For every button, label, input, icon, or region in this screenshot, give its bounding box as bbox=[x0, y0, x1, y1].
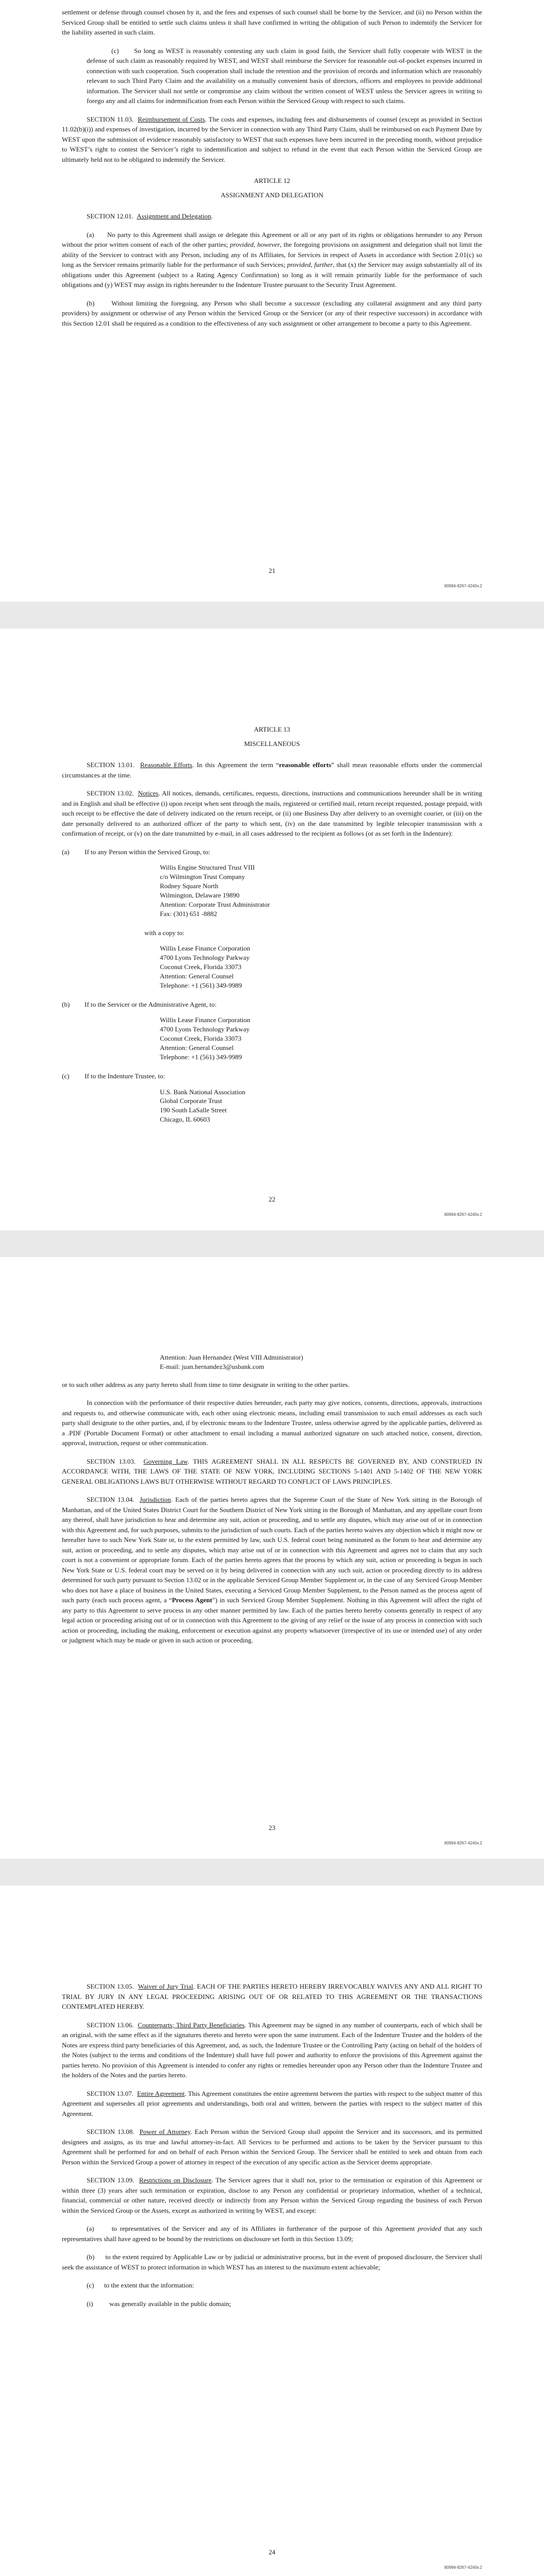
clause-label: (b) bbox=[87, 2253, 95, 2261]
page-number: 23 bbox=[269, 1824, 275, 1832]
clause-label: (b) bbox=[62, 1000, 70, 1008]
page-number: 22 bbox=[269, 1195, 275, 1203]
section-text: . Each Person within the Serviced Group shall appoint the Servicer and its successors, and its permitted designees and assigns, as its true and lawful attorney-in-fact. All Services to be performed and actions to be taken by the Servicer pursuant to this Agreement shall be performed for and on behalf of each Person within the Serviced Group. The Servicer shall be entitled to seek and obtain from each Person within the Serviced Group a power of attorney in respect of the execution of any specific action as the Servicer deems appropriate. bbox=[62, 2128, 482, 2166]
section-title: Jurisdiction bbox=[139, 1496, 171, 1504]
section-number: SECTION 13.05. bbox=[87, 1982, 134, 1990]
page-gap bbox=[0, 1859, 544, 1886]
clause-text: If to any Person within the Serviced Group, to: bbox=[85, 848, 210, 856]
provided-however: provided, however bbox=[230, 241, 280, 248]
section-title: Notices bbox=[138, 789, 159, 797]
paragraph-continuation: settlement or defense through counsel chosen by it, and the fees and expenses of such counsel shall be borne by the Servicer, and (ii) no Person within the Serviced Group shall be entitled to settle such claims unless it shall have confirmed in writing the obligation of such Person to indemnify the Servicer for the liability asserted in such claim. bbox=[62, 8, 482, 36]
section-title: Restrictions on Disclosure bbox=[139, 2176, 212, 2184]
article-title: ASSIGNMENT AND DELEGATION bbox=[220, 191, 324, 199]
section-12-01: SECTION 12.01. Assignment and Delegation. bbox=[87, 212, 213, 220]
clause-b bbox=[62, 298, 482, 329]
address-block-serviced-group: Willis Engine Structured Trust VIII c/o Wilmington Trust Company Rodney Square North Wilmington, Delaware 19890 Attention: Corporate Trust Administrator Fax: (301) 651 -8882 bbox=[160, 863, 270, 918]
clause-label: (c) bbox=[62, 1072, 70, 1080]
clause-label: (c) bbox=[87, 2281, 94, 2289]
document-id: 80994-8267-4240v.2 bbox=[444, 2565, 482, 2570]
document-id: 80994-8267-4240v.2 bbox=[444, 1212, 482, 1217]
notice-clause-a bbox=[62, 847, 482, 857]
document-page-24 bbox=[0, 1886, 544, 2576]
defined-term: reasonable efforts bbox=[279, 761, 332, 769]
clause-c bbox=[62, 46, 482, 106]
section-text: . EACH OF THE PARTIES HERETO HEREBY IRREVOCABLY WAIVES ANY AND ALL RIGHT TO TRIAL BY JURY IN ANY LEGAL PROCEEDING ARISING OUT OF OR RELATED TO THIS AGREEMENT OR THE TRANSACTIONS CONTEMPLATED HEREBY. bbox=[62, 1982, 483, 2010]
notice-clause-b bbox=[62, 999, 482, 1010]
electronic-communications-paragraph: In connection with the performance of their respective duties hereunder, each party may give notices, consents, directions, approvals, instructions and requests to, and otherwise communicate with, each other using electronic means, including email transmission to such email addresses as each such party shall designate to the other parties, and, if by electronic means to the Indenture Trustee, unless otherwise agreed by the applicable parties, delivered as a .PDF (Portable Document Format) or other attachment to email including a manual authorized signature on such attached notice, consent, direction, approval, instruction, request or other communication. bbox=[62, 1399, 482, 1447]
section-number: SECTION 13.03. bbox=[87, 1457, 136, 1465]
provided-term: provided bbox=[418, 2225, 441, 2232]
clause-label: (a) bbox=[87, 2225, 94, 2232]
section-13-07 bbox=[62, 2089, 482, 2119]
section-13-08 bbox=[62, 2127, 482, 2167]
section-13-02 bbox=[62, 788, 482, 839]
section-13-05 bbox=[62, 1981, 482, 2012]
paragraph-continuation: or to such other address as any party hereto shall from time to time designate in writing to the other parties. bbox=[62, 1380, 350, 1388]
defined-term: Process Agent bbox=[172, 1596, 212, 1604]
clause-text: , the foregoing provisions on assignment and delegation shall not limit the ability of the Servicer to contract with any Person, including any of its Affiliates, for Services in respect of Assets in accordance with Section 2.01(c) so long as the Servicer remains primarily liable for the performance of such Services; bbox=[62, 241, 483, 268]
copy-label: with a copy to: bbox=[144, 928, 185, 937]
page-number: 24 bbox=[269, 2548, 275, 2556]
disclosure-clause-a bbox=[62, 2224, 482, 2244]
section-title: Assignment and Delegation bbox=[137, 212, 211, 220]
article-heading: ARTICLE 13 bbox=[254, 725, 290, 733]
article-heading: ARTICLE 12 bbox=[254, 177, 290, 184]
clause-text: If to the Indenture Trustee, to: bbox=[85, 1072, 165, 1080]
clause-text: was generally available in the public domain; bbox=[109, 2299, 232, 2308]
section-11-03 bbox=[62, 114, 482, 165]
clause-text: that any such representatives shall have agreed to be bound by the restrictions on disclosure set forth in this Section 13.09; bbox=[62, 2225, 483, 2243]
disclosure-subclause-i bbox=[62, 2299, 482, 2309]
section-title: Power of Attorney bbox=[139, 2128, 191, 2136]
section-text: . Each of the parties hereto agrees that the Supreme Court of the State of New York sitting in the Borough of Manhattan, and of the United States District Court for the Southern District of New York sitting in the Borough of Manhattan, and any appellate court from any thereof, shall have jurisdiction to hear and determine any suit, action or proceeding, and to settle any disputes, which may arise out of or in connection with this Agreement and, for such purposes, submits to the jurisdiction of such courts. Each of the parties hereto waives any objection which it might now or hereafter have to such New York State or, to the extent permitted by law, such U.S. federal court being nominated as the forum to hear and determine any suit, action or proceeding, and to settle any disputes, which may arise out of or in connection with this Agreement and agrees not to claim that any such court is not a convenient or appropriate forum. Each of the parties hereto agrees that the process by which any suit, action or proceeding is begun in such New York State or U.S. federal court may be served on it by being delivered in connection with any such suit, action or proceeding directly to its address determined for such party pursuant to Section 13.02 or in the applicable Serviced Group Member Supplement or, in the case of any Serviced Group Member who does not have a place of business in the United States, executing a Serviced Group Member Supplement, to the Person named as the process agent of such party (each such process agent, a “ bbox=[62, 1496, 483, 1604]
clause-a bbox=[62, 230, 482, 290]
page-gap bbox=[0, 602, 544, 629]
clause-text: So long as WEST is reasonably contesting any such claim in good faith, the Servicer shall fully cooperate with WEST in the defense of such claim as reasonably required by WEST, and WEST shall reimburse the Servicer for reasonable out-of-pocket expenses incurred in connection with such cooperation. Such cooperation shall include the retention and the provision of records and information which are reasonably relevant to such Third Party Claim and the availability on a mutually convenient basis of directors, officers and employees to provide additional information. The Servicer shall not settle or compromise any claim without the written consent of WEST unless the Servicer agrees in writing to forego any and all claims for indemnification from each Person within the Serviced Group with respect to such claims. bbox=[87, 46, 482, 105]
page-gap bbox=[0, 1230, 544, 1257]
section-number: SECTION 13.06. bbox=[87, 2021, 134, 2029]
clause-text: to representatives of the Servicer and any of its Affiliates in furtherance of the purpose of this Agreement bbox=[111, 2225, 418, 2232]
clause-text: If to the Servicer or the Administrative Agent, to: bbox=[85, 1000, 217, 1008]
section-number: SECTION 13.07. bbox=[87, 2089, 134, 2097]
section-title: Reasonable Efforts bbox=[140, 761, 192, 769]
clause-label: (b) bbox=[87, 299, 95, 307]
section-text: ”) in such Serviced Group Member Supplement. Nothing in this Agreement will affect the right of any party to this Agreement to serve process in any other manner permitted by law. Each of the parties hereto hereby consents generally in respect of any legal action or proceeding arising out of or in connection with this Agreement to the giving of any relief or the issue of any process in connection with such action or proceeding, including the making, enforcement or execution against any property whatsoever (irrespective of its use or intended use) of any order or judgment which may be made or given in such action or proceeding. bbox=[62, 1596, 482, 1645]
section-number: SECTION 11.03. bbox=[87, 115, 134, 123]
section-13-04 bbox=[62, 1495, 482, 1646]
document-id: 80994-8267-4240v.2 bbox=[444, 584, 482, 588]
clause-label: (a) bbox=[62, 848, 70, 856]
section-title: Entire Agreement bbox=[137, 2089, 185, 2097]
section-text: ” shall mean reasonable efforts under the commercial circumstances at the time. bbox=[62, 761, 483, 779]
address-block-servicer: Willis Lease Finance Corporation 4700 Lyons Technology Parkway Coconut Creek, Florida 33073 Attention: General Counsel Telephone: +1 (561) 349-9989 bbox=[160, 1016, 251, 1061]
clause-text: , that (x) the Servicer may assign substantially all of its obligations under this Agreement (subject to a Rating Agency Confirmation) so long as it will remain primarily liable for the performance of such obligations and (y) WEST may assign its rights hereunder to the Indenture Trustee pursuant to the Security Trust Agreement. bbox=[62, 261, 482, 289]
document-id: 80994-8267-4240v.2 bbox=[444, 1841, 482, 1845]
clause-text: to the extent required by Applicable Law or by judicial or administrative process, but in the event of proposed disclosure, the Servicer shall seek the assistance of WEST to protect information in which WEST has an interest to the maximum extent achievable; bbox=[62, 2253, 483, 2271]
disclosure-clause-c bbox=[62, 2280, 482, 2291]
section-text: . The costs and expenses, including fees and disbursements of counsel (except as provided in Section 11.02(b)(i)) and expenses of investigation, incurred by the Servicer in connection with any Third Party Claim, shall be reimbursed on each Payment Date by WEST upon the submission of evidence reasonably satisfactory to WEST that such expenses have been incurred in the preceding month, without prejudice to WEST’s right to contest the Servicer’s right to indemnification and subject to refund in the event that each Person within the Serviced Group are ultimately held not to be obligated to indemnify the Servicer. bbox=[62, 115, 483, 163]
section-title: Governing Law bbox=[143, 1457, 188, 1465]
section-13-01 bbox=[62, 760, 482, 780]
section-text: . This Agreement may be signed in any number of counterparts, each of which shall be an original, with the same effect as if the signatures thereto and hereto were upon the same instrument. Each of the Indenture Trustee and the holders of the Notes are express third party beneficiaries of this Agreement, and, as such, the Indenture Trustee or the Controlling Party (acting on behalf of the holders of the Notes (subject to the terms and conditions of the Indenture) shall have full power and authority to enforce the provisions of this Agreement against the parties hereto. No provision of this Agreement is intended to confer any rights or remedies hereunder upon any Person other than the Indenture Trustee and the holders of the Notes and the parties hereto. bbox=[62, 2021, 483, 2079]
clause-text: to the extent that the information: bbox=[104, 2281, 194, 2289]
document-page-22 bbox=[0, 629, 544, 1230]
page-number: 21 bbox=[269, 567, 275, 574]
section-number: SECTION 13.02. bbox=[87, 789, 134, 797]
clause-label: (a) bbox=[87, 230, 94, 239]
section-title: Reimbursement of Costs bbox=[138, 115, 205, 123]
clause-text: Without limiting the foregoing, any Person who shall become a successor (excluding any collateral assignment and any third party providers) by assignment or otherwise of any Person within the Serviced Group or the Servicer (or any of their respective successors) in accordance with this Section 12.01 shall be required as a condition to the effectiveness of any such assignment or other arrangement to become a party to this Agreement. bbox=[62, 299, 483, 327]
clause-label: (i) bbox=[87, 2299, 93, 2308]
clause-text: No party to this Agreement shall assign or delegate this Agreement or all or any part of its rights or obligations hereunder to any Person without the prior written consent of each of the other parties; bbox=[62, 230, 483, 248]
address-block-copy: Willis Lease Finance Corporation 4700 Lyons Technology Parkway Coconut Creek, Florida 33073 Attention: General Counsel Telephone: +1 (561) 349-9989 bbox=[160, 944, 251, 989]
provided-further: provided, further bbox=[287, 261, 333, 268]
section-13-09 bbox=[62, 2175, 482, 2215]
section-number: SECTION 13.08. bbox=[87, 2128, 135, 2136]
clause-label: (c) bbox=[111, 46, 119, 55]
section-13-03 bbox=[62, 1456, 482, 1487]
address-block-indenture-trustee: U.S. Bank National Association Global Corporate Trust 190 South LaSalle Street Chicago, IL 60603 bbox=[160, 1088, 245, 1124]
section-text: . In this Agreement the term “ bbox=[192, 761, 279, 769]
section-text: . This Agreement constitutes the entire agreement between the parties with respect to the subject matter of this Agreement and supersedes all prior agreements and understandings, both oral and written, between the parties with respect to the subject matter of this Agreement. bbox=[62, 2089, 483, 2117]
section-title: Waiver of Jury Trial bbox=[138, 1982, 193, 1990]
section-text: . All notices, demands, certificates, requests, directions, instructions and communications hereunder shall be in writing and in English and shall be effective (i) upon receipt when sent through the mails, registered or certified mail, return receipt requested, postage prepaid, with such receipt to be effective the date of delivery indicated on the return receipt, or (ii) one Business Day after delivery to an overnight courier, or (iii) on the date personally delivered to an authorized officer of the party to which sent, (iv) on the date transmitted by legible telecopier transmission with a confirmation of receipt, or (v) on the date transmitted by e-mail, in all cases addressed to the recipient as follows (or as set forth in the Indenture): bbox=[62, 789, 483, 837]
attention-block: Attention: Juan Hernandez (West VIII Administrator) E-mail: juan.hernandez3@usbank.com bbox=[160, 1353, 303, 1370]
article-title: MISCELLANEOUS bbox=[244, 739, 300, 748]
document-page-21 bbox=[0, 0, 544, 602]
section-13-06 bbox=[62, 2020, 482, 2080]
section-number: SECTION 13.04. bbox=[87, 1496, 135, 1504]
section-title: Counterparts; Third Party Beneficiaries bbox=[138, 2021, 245, 2029]
section-text: . THIS AGREEMENT SHALL IN ALL RESPECTS BE GOVERNED BY, AND CONSTRUED IN ACCORDANCE WITH, THE LAWS OF THE STATE OF NEW YORK, INCLUDING SECTIONS 5-1401 AND 5-1402 OF THE NEW YORK GENERAL OBLIGATIONS LAWS BUT OTHERWISE WITHOUT REGARD TO CONFLICT OF LAWS PRINCIPLES. bbox=[62, 1457, 483, 1485]
section-number: SECTION 13.09. bbox=[87, 2176, 135, 2184]
notice-clause-c bbox=[62, 1071, 482, 1081]
document-page-23 bbox=[0, 1257, 544, 1859]
section-text: . The Servicer agrees that it shall not, prior to the termination or expiration of this Agreement or within three (3) years after such termination or expiration, disclose to any Person any confidential or proprietary information, whether of a technical, financial, commercial or other nature, received directly or indirectly from any Person within the Serviced Group regarding the business of each Person within the Serviced Group or the Assets, except as authorized in writing by WEST, and except: bbox=[62, 2176, 482, 2214]
section-number: SECTION 12.01. bbox=[87, 212, 134, 220]
section-number: SECTION 13.01. bbox=[87, 761, 135, 769]
disclosure-clause-b bbox=[62, 2252, 482, 2272]
